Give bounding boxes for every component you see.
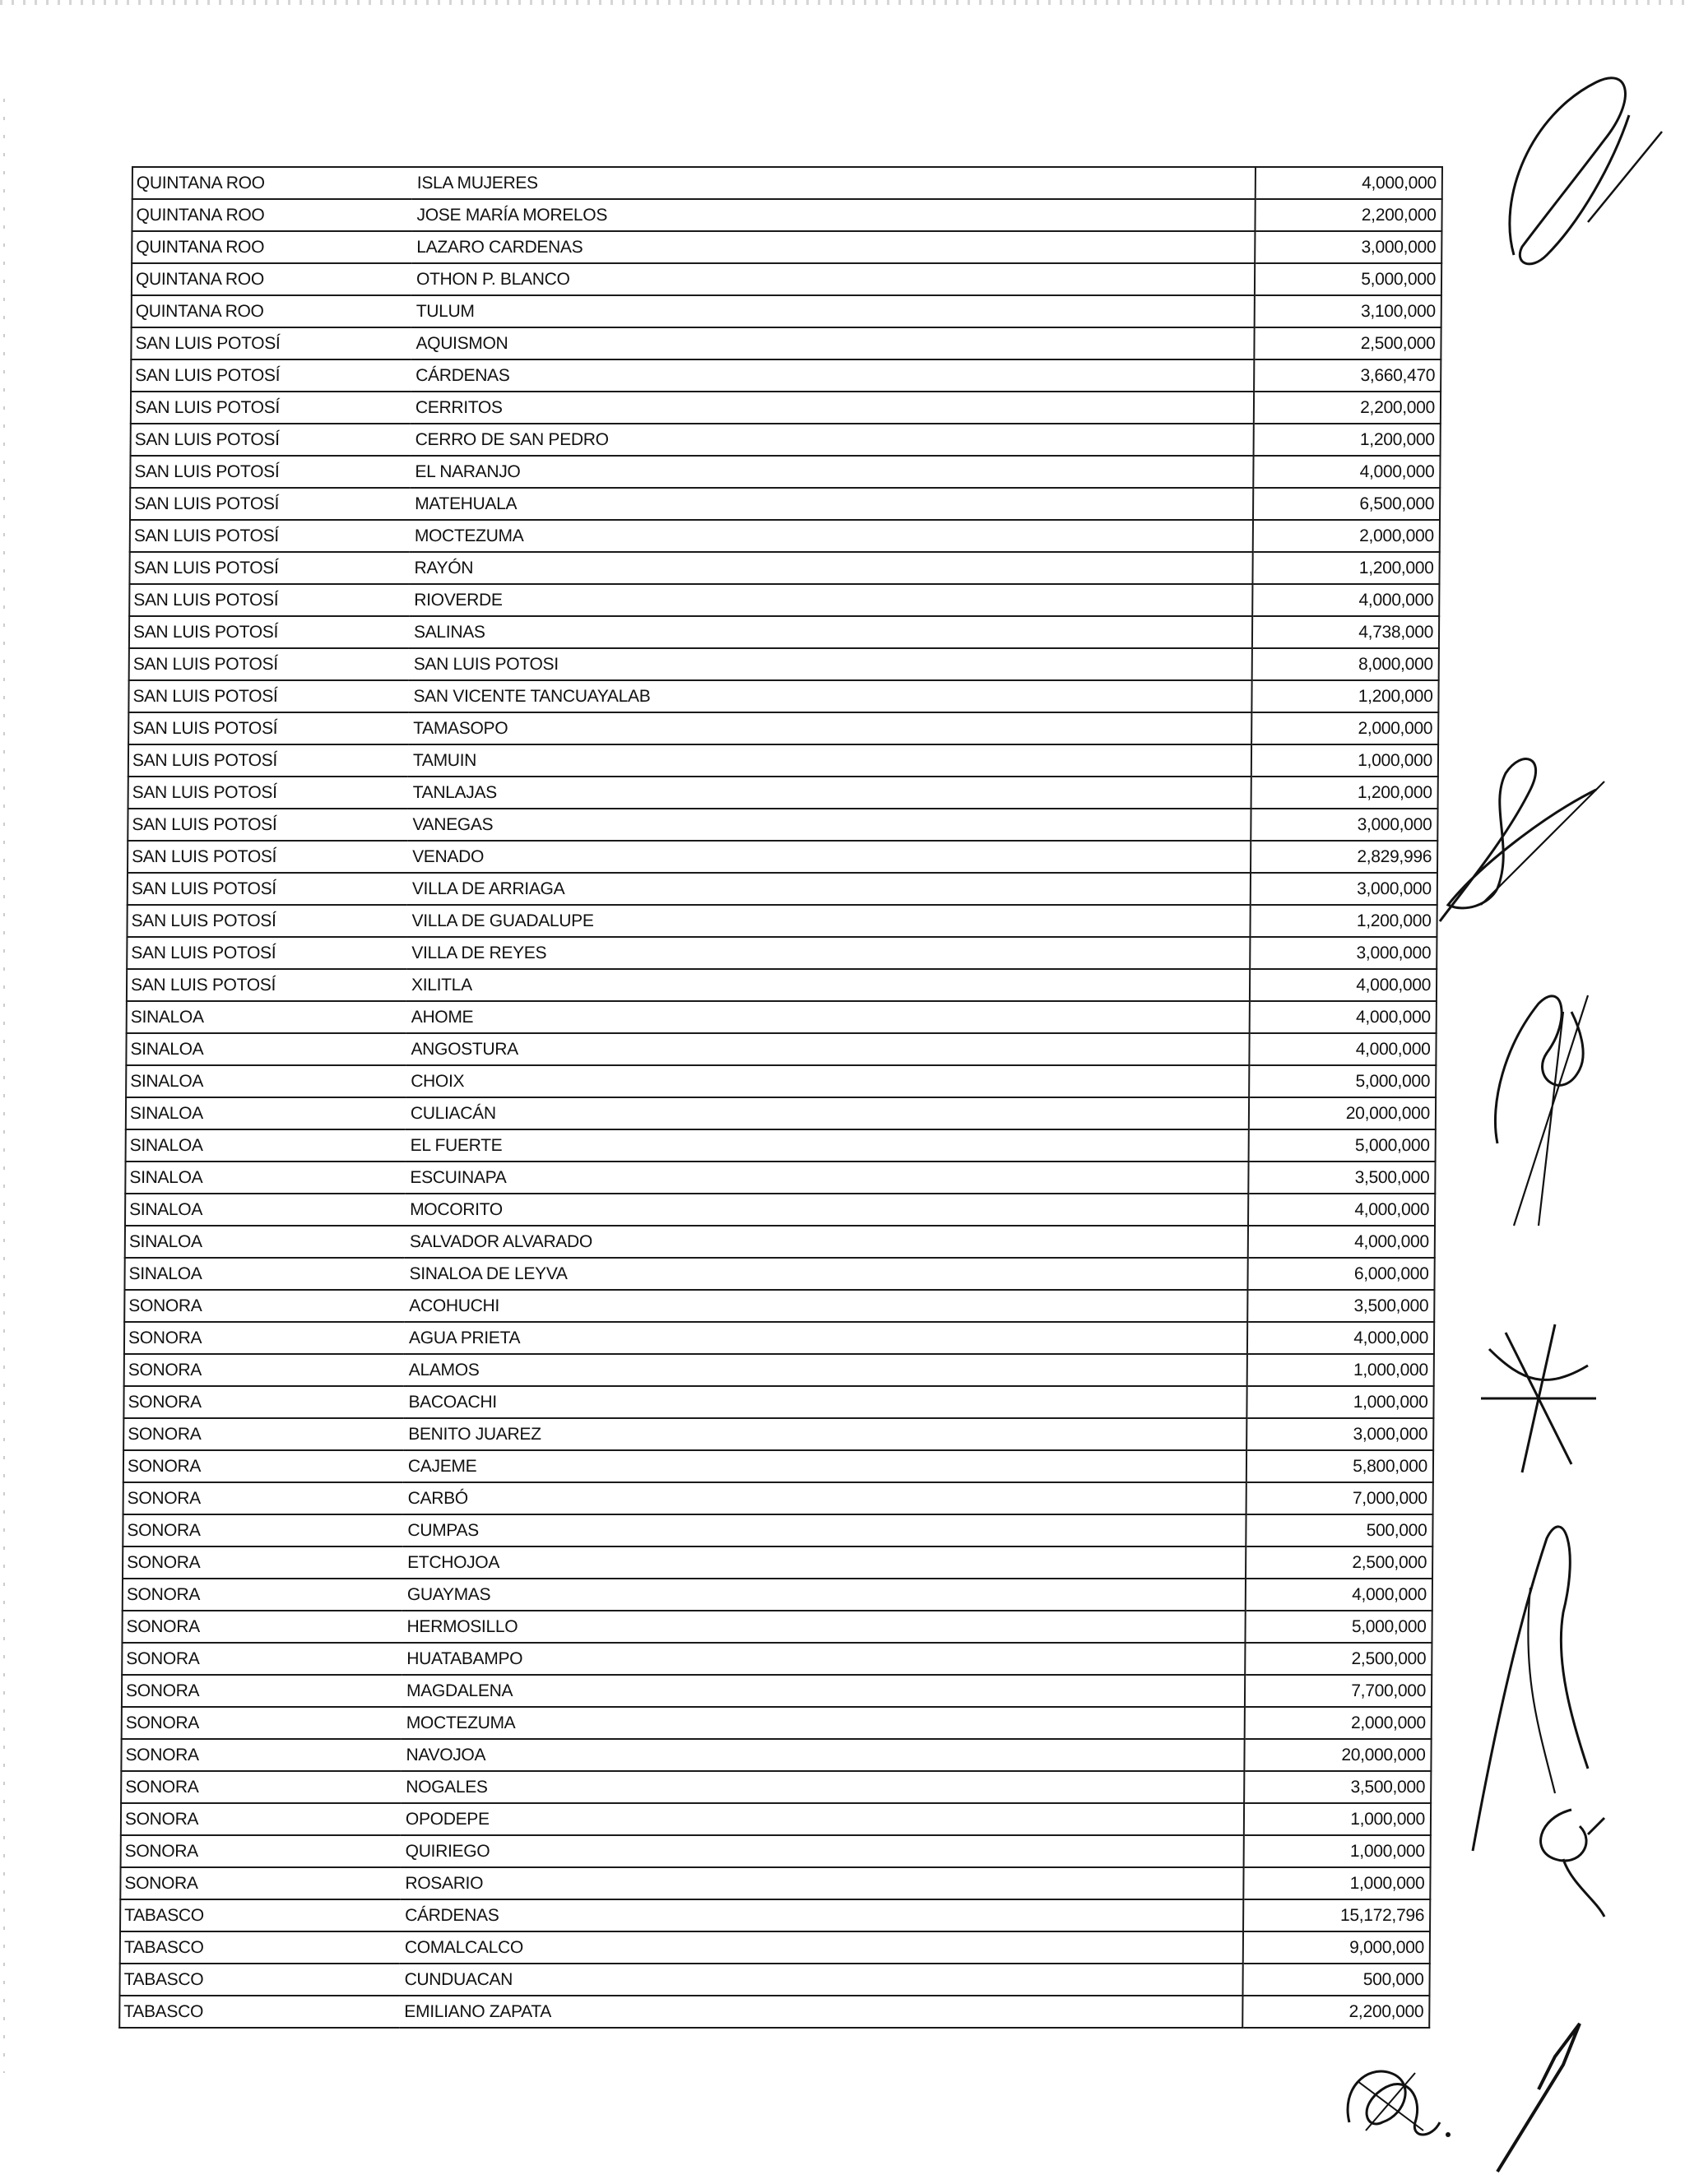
municipality-cell: AHOME	[406, 1001, 1250, 1033]
amount-cell: 500,000	[1246, 1514, 1432, 1546]
municipality-cell: AQUISMON	[411, 327, 1254, 359]
state-cell: SAN LUIS POTOSÍ	[128, 680, 408, 712]
state-cell: SAN LUIS POTOSÍ	[127, 905, 406, 937]
table-row	[132, 231, 1441, 263]
table-row	[129, 616, 1439, 648]
state-cell: SONORA	[124, 1290, 404, 1322]
amount-cell: 15,172,796	[1243, 1899, 1430, 1931]
table-row	[126, 1097, 1436, 1129]
table-row	[123, 1579, 1432, 1611]
amount-cell: 1,200,000	[1251, 777, 1438, 809]
table-row	[123, 1482, 1433, 1514]
table-row	[124, 1354, 1434, 1386]
state-cell: SAN LUIS POTOSÍ	[127, 937, 406, 969]
amount-cell: 8,000,000	[1252, 648, 1439, 680]
table-row	[124, 1258, 1434, 1290]
municipality-cell: HERMOSILLO	[402, 1611, 1245, 1643]
amount-cell: 6,000,000	[1247, 1258, 1434, 1290]
amount-cell: 2,200,000	[1254, 392, 1441, 424]
municipality-cell: VILLA DE ARRIAGA	[407, 873, 1251, 905]
municipality-cell: EMILIANO ZAPATA	[399, 1996, 1242, 2028]
municipality-cell: SAN LUIS POTOSI	[409, 648, 1252, 680]
state-cell: SAN LUIS POTOSÍ	[128, 841, 407, 873]
table-row	[126, 1065, 1436, 1097]
amount-cell: 5,000,000	[1249, 1065, 1436, 1097]
state-cell: QUINTANA ROO	[132, 231, 411, 263]
state-cell: TABASCO	[120, 1931, 400, 1964]
table-row	[128, 841, 1437, 873]
municipality-cell: CULIACÁN	[406, 1097, 1249, 1129]
table-row	[124, 1290, 1434, 1322]
amount-cell: 2,500,000	[1254, 327, 1441, 359]
municipality-cell: NOGALES	[401, 1771, 1244, 1803]
table-row	[128, 712, 1438, 744]
table-row	[130, 456, 1440, 488]
municipality-cell: BACOACHI	[403, 1386, 1246, 1418]
state-cell: TABASCO	[119, 1996, 399, 2028]
state-cell: SONORA	[123, 1514, 402, 1546]
amount-cell: 5,800,000	[1246, 1450, 1433, 1482]
amount-cell: 1,000,000	[1244, 1835, 1431, 1867]
state-cell: SONORA	[123, 1450, 403, 1482]
amount-cell: 1,000,000	[1243, 1867, 1430, 1899]
initials	[1333, 1999, 1629, 2184]
amount-cell: 4,738,000	[1252, 616, 1439, 648]
table-row	[120, 1899, 1430, 1931]
municipality-cell: OTHON P. BLANCO	[411, 263, 1255, 295]
table-row	[125, 1194, 1435, 1226]
municipality-cell: EL FUERTE	[406, 1129, 1249, 1162]
signature-6	[1522, 1801, 1613, 1929]
municipality-cell: VILLA DE REYES	[406, 937, 1250, 969]
amount-cell: 3,000,000	[1251, 873, 1437, 905]
municipality-cell: ISLA MUJERES	[412, 167, 1256, 199]
state-cell: SONORA	[122, 1675, 402, 1707]
amount-cell: 4,000,000	[1253, 456, 1440, 488]
state-cell: SINALOA	[127, 1001, 406, 1033]
municipality-cell: LAZARO CARDENAS	[411, 231, 1255, 263]
table-row	[128, 744, 1438, 777]
amount-cell: 1,200,000	[1252, 552, 1439, 584]
municipality-cell: ROSARIO	[400, 1867, 1243, 1899]
municipality-cell: VILLA DE GUADALUPE	[406, 905, 1250, 937]
amount-cell: 1,000,000	[1244, 1803, 1431, 1835]
state-cell: SAN LUIS POTOSÍ	[129, 584, 409, 616]
municipality-cell: ANGOSTURA	[406, 1033, 1249, 1065]
municipality-cell: BENITO JUAREZ	[403, 1418, 1246, 1450]
amount-cell: 2,200,000	[1255, 199, 1441, 231]
table-row	[126, 1033, 1436, 1065]
amount-cell: 4,000,000	[1256, 167, 1442, 199]
amount-cell: 2,500,000	[1245, 1643, 1432, 1675]
state-cell: SONORA	[121, 1835, 401, 1867]
state-cell: QUINTANA ROO	[132, 263, 411, 295]
amount-cell: 9,000,000	[1243, 1931, 1430, 1964]
table-row	[132, 295, 1441, 327]
amount-cell: 4,000,000	[1252, 584, 1439, 616]
state-cell: SONORA	[123, 1386, 403, 1418]
state-cell: SONORA	[124, 1354, 404, 1386]
municipality-cell: CERRITOS	[411, 392, 1254, 424]
municipality-cell: SAN VICENTE TANCUAYALAB	[408, 680, 1251, 712]
amount-cell: 2,829,996	[1251, 841, 1437, 873]
amount-cell: 5,000,000	[1249, 1129, 1436, 1162]
municipality-cell: MAGDALENA	[402, 1675, 1245, 1707]
state-cell: SONORA	[121, 1803, 401, 1835]
municipality-cell: MOCORITO	[405, 1194, 1248, 1226]
table-row	[121, 1739, 1431, 1771]
amount-cell: 7,000,000	[1246, 1482, 1433, 1514]
amount-cell: 1,000,000	[1246, 1386, 1433, 1418]
table-row	[119, 1996, 1429, 2028]
amount-cell: 2,000,000	[1251, 712, 1438, 744]
state-cell: SINALOA	[124, 1258, 404, 1290]
amount-cell: 2,000,000	[1245, 1707, 1432, 1739]
municipality-cell: SALINAS	[409, 616, 1252, 648]
table-row	[129, 552, 1439, 584]
amount-cell: 4,000,000	[1248, 1194, 1435, 1226]
municipality-cell: CAJEME	[403, 1450, 1246, 1482]
state-cell: SAN LUIS POTOSÍ	[131, 359, 411, 392]
signature-4	[1473, 1316, 1604, 1485]
signature-1	[1497, 66, 1662, 284]
table-row	[127, 937, 1437, 969]
amount-cell: 4,000,000	[1250, 1001, 1437, 1033]
state-cell: SAN LUIS POTOSÍ	[131, 424, 411, 456]
municipality-cell: SALVADOR ALVARADO	[405, 1226, 1248, 1258]
table-row	[119, 1964, 1429, 1996]
amount-cell: 4,000,000	[1247, 1322, 1434, 1354]
municipality-cell: RAYÓN	[409, 552, 1252, 584]
state-cell: SONORA	[120, 1867, 400, 1899]
state-cell: SONORA	[122, 1707, 402, 1739]
amount-cell: 20,000,000	[1249, 1097, 1436, 1129]
table-row	[123, 1386, 1433, 1418]
municipality-cell: CÁRDENAS	[400, 1899, 1243, 1931]
table-row	[132, 199, 1441, 231]
municipality-cell: XILITLA	[406, 969, 1250, 1001]
scan-artifact-top	[0, 0, 1685, 5]
municipality-cell: HUATABAMPO	[402, 1643, 1245, 1675]
municipality-cell: TANLAJAS	[408, 777, 1251, 809]
state-cell: SONORA	[121, 1771, 401, 1803]
signature-2	[1432, 740, 1613, 942]
table-row	[124, 1322, 1434, 1354]
amount-cell: 6,500,000	[1253, 488, 1440, 520]
state-cell: SAN LUIS POTOSÍ	[128, 712, 408, 744]
state-cell: SINALOA	[125, 1162, 405, 1194]
table-row	[120, 1931, 1430, 1964]
amount-cell: 1,200,000	[1254, 424, 1441, 456]
amount-cell: 7,700,000	[1245, 1675, 1432, 1707]
table-row	[120, 1867, 1430, 1899]
table-row	[123, 1450, 1433, 1482]
state-cell: SONORA	[123, 1546, 402, 1579]
table-row	[123, 1546, 1432, 1579]
table-row	[126, 1129, 1436, 1162]
state-cell: SAN LUIS POTOSÍ	[128, 873, 407, 905]
state-cell: SINALOA	[125, 1194, 405, 1226]
table-row	[123, 1418, 1433, 1450]
amount-cell: 20,000,000	[1244, 1739, 1431, 1771]
table-row	[128, 873, 1437, 905]
municipality-cell: EL NARANJO	[410, 456, 1253, 488]
municipality-cell: QUIRIEGO	[401, 1835, 1244, 1867]
amount-cell: 1,000,000	[1251, 744, 1438, 777]
state-cell: SAN LUIS POTOSÍ	[128, 744, 408, 777]
state-cell: SONORA	[121, 1739, 401, 1771]
municipality-cell: SINALOA DE LEYVA	[404, 1258, 1247, 1290]
table-row	[129, 584, 1439, 616]
amount-cell: 3,000,000	[1250, 937, 1437, 969]
amount-cell: 1,200,000	[1251, 680, 1438, 712]
state-cell: SONORA	[122, 1611, 402, 1643]
state-cell: SAN LUIS POTOSÍ	[129, 616, 409, 648]
table-row	[125, 1226, 1435, 1258]
amount-cell: 2,000,000	[1253, 520, 1440, 552]
table-row	[130, 520, 1440, 552]
table-row	[132, 263, 1441, 295]
amount-cell: 500,000	[1242, 1964, 1429, 1996]
municipality-cell: ACOHUCHI	[404, 1290, 1247, 1322]
state-cell: QUINTANA ROO	[132, 295, 411, 327]
municipality-cell: ETCHOJOA	[402, 1546, 1246, 1579]
state-cell: SAN LUIS POTOSÍ	[128, 809, 407, 841]
allocation-table-body	[119, 167, 1442, 2028]
state-cell: SINALOA	[125, 1226, 405, 1258]
table-row	[123, 1514, 1432, 1546]
table-row	[129, 648, 1439, 680]
municipality-cell: VANEGAS	[407, 809, 1251, 841]
state-cell: SAN LUIS POTOSÍ	[130, 488, 410, 520]
amount-cell: 4,000,000	[1249, 1033, 1436, 1065]
municipality-cell: OPODEPE	[401, 1803, 1244, 1835]
state-cell: SINALOA	[126, 1033, 406, 1065]
table-row	[122, 1611, 1432, 1643]
municipality-cell: ALAMOS	[404, 1354, 1247, 1386]
table-row	[130, 488, 1440, 520]
table-row	[125, 1162, 1435, 1194]
amount-cell: 4,000,000	[1248, 1226, 1435, 1258]
amount-cell: 4,000,000	[1250, 969, 1437, 1001]
amount-cell: 3,100,000	[1255, 295, 1441, 327]
table-row	[121, 1771, 1431, 1803]
table-row	[122, 1675, 1432, 1707]
table-row	[132, 167, 1442, 199]
municipality-cell: TULUM	[411, 295, 1255, 327]
amount-cell: 3,500,000	[1248, 1162, 1435, 1194]
municipality-cell: MATEHUALA	[410, 488, 1253, 520]
amount-cell: 1,000,000	[1247, 1354, 1434, 1386]
municipality-cell: NAVOJOA	[401, 1739, 1244, 1771]
state-cell: SINALOA	[126, 1097, 406, 1129]
amount-cell: 5,000,000	[1255, 263, 1441, 295]
municipality-cell: CERRO DE SAN PEDRO	[411, 424, 1254, 456]
state-cell: SINALOA	[126, 1129, 406, 1162]
table-row	[131, 392, 1441, 424]
state-cell: QUINTANA ROO	[132, 199, 411, 231]
state-cell: SAN LUIS POTOSÍ	[130, 456, 410, 488]
municipality-cell: MOCTEZUMA	[402, 1707, 1245, 1739]
municipality-cell: COMALCALCO	[400, 1931, 1243, 1964]
municipality-cell: TAMUIN	[408, 744, 1251, 777]
municipality-cell: CUMPAS	[402, 1514, 1246, 1546]
municipality-cell: VENADO	[407, 841, 1251, 873]
amount-cell: 1,200,000	[1250, 905, 1437, 937]
state-cell: SINALOA	[126, 1065, 406, 1097]
table-row	[122, 1707, 1432, 1739]
table-row	[128, 680, 1438, 712]
state-cell: SAN LUIS POTOSÍ	[131, 327, 411, 359]
state-cell: SONORA	[123, 1418, 403, 1450]
state-cell: SONORA	[123, 1482, 403, 1514]
state-cell: SAN LUIS POTOSÍ	[129, 648, 409, 680]
municipality-cell: TAMASOPO	[408, 712, 1251, 744]
table-row	[131, 424, 1441, 456]
municipality-cell: CUNDUACAN	[399, 1964, 1242, 1996]
state-cell: SAN LUIS POTOSÍ	[129, 552, 409, 584]
state-cell: SONORA	[122, 1643, 402, 1675]
allocation-table	[118, 166, 1443, 2029]
state-cell: QUINTANA ROO	[132, 167, 412, 199]
amount-cell: 3,660,470	[1254, 359, 1441, 392]
amount-cell: 3,000,000	[1255, 231, 1441, 263]
state-cell: SONORA	[124, 1322, 404, 1354]
amount-cell: 3,000,000	[1251, 809, 1437, 841]
municipality-cell: CARBÓ	[403, 1482, 1246, 1514]
municipality-cell: AGUA PRIETA	[404, 1322, 1247, 1354]
amount-cell: 4,000,000	[1246, 1579, 1432, 1611]
state-cell: TABASCO	[119, 1964, 399, 1996]
table-row	[127, 1001, 1437, 1033]
scan-artifact-left	[3, 99, 5, 2073]
municipality-cell: CÁRDENAS	[411, 359, 1254, 392]
municipality-cell: RIOVERDE	[409, 584, 1252, 616]
table-row	[131, 327, 1441, 359]
amount-cell: 3,500,000	[1247, 1290, 1434, 1322]
amount-cell: 5,000,000	[1245, 1611, 1432, 1643]
municipality-cell: JOSE MARÍA MORELOS	[411, 199, 1255, 231]
state-cell: SAN LUIS POTOSÍ	[128, 777, 408, 809]
table-row	[127, 905, 1437, 937]
amount-cell: 3,000,000	[1246, 1418, 1433, 1450]
table-row	[121, 1835, 1431, 1867]
amount-cell: 2,200,000	[1242, 1996, 1429, 2028]
municipality-cell: CHOIX	[406, 1065, 1249, 1097]
state-cell: SAN LUIS POTOSÍ	[131, 392, 411, 424]
state-cell: SAN LUIS POTOSÍ	[127, 969, 406, 1001]
signature-3	[1481, 979, 1604, 1246]
state-cell: SAN LUIS POTOSÍ	[130, 520, 410, 552]
table-row	[122, 1643, 1432, 1675]
municipality-cell: MOCTEZUMA	[410, 520, 1253, 552]
amount-cell: 3,500,000	[1244, 1771, 1431, 1803]
municipality-cell: GUAYMAS	[402, 1579, 1246, 1611]
state-cell: SONORA	[123, 1579, 402, 1611]
table-row	[127, 969, 1437, 1001]
amount-cell: 2,500,000	[1246, 1546, 1432, 1579]
table-row	[131, 359, 1441, 392]
municipality-cell: ESCUINAPA	[405, 1162, 1248, 1194]
state-cell: TABASCO	[120, 1899, 400, 1931]
table-row	[128, 777, 1438, 809]
table-row	[128, 809, 1437, 841]
table-row	[121, 1803, 1431, 1835]
